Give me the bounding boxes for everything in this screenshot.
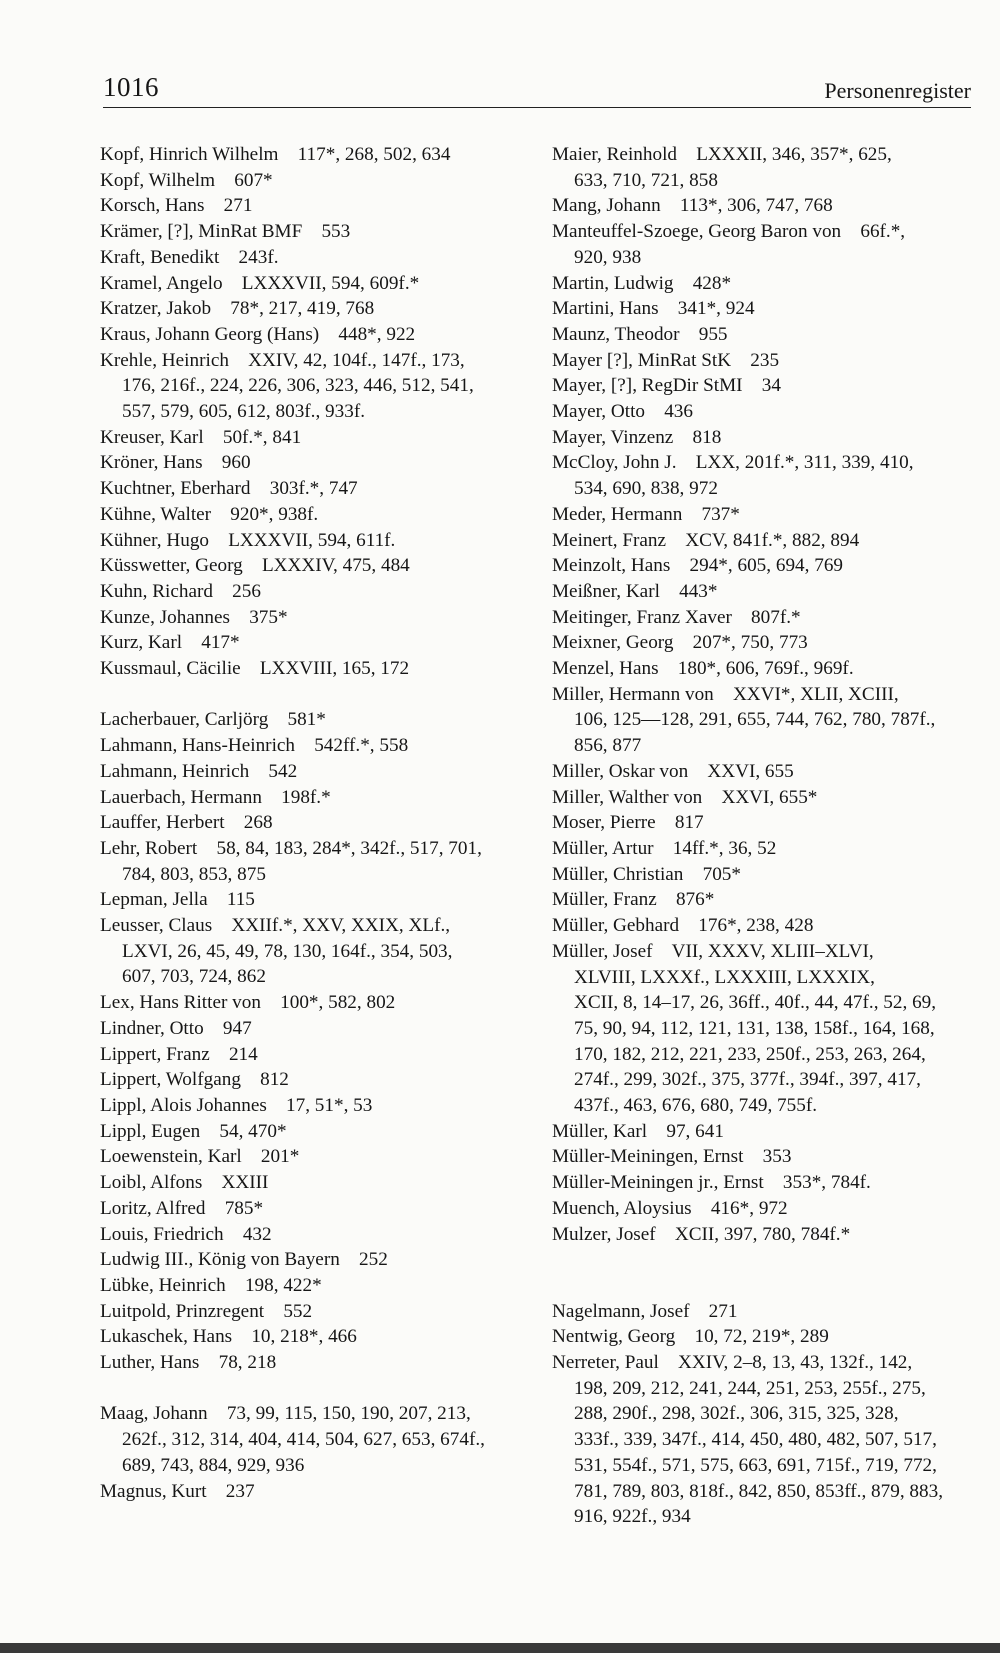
entry-name: McCloy, John J. <box>552 452 677 474</box>
entry-page-refs: 10, 72, 219*, 289 <box>694 1326 829 1348</box>
entry-name: Kramel, Angelo <box>100 272 223 294</box>
entry-page-refs: XXVI*, XLII, XCIII, <box>732 683 899 705</box>
index-entry <box>100 528 520 554</box>
entry-name: Mayer, Otto <box>552 401 646 423</box>
index-entry <box>100 322 520 348</box>
entry-name: Kreuser, Karl <box>100 426 204 448</box>
index-entry <box>100 553 520 579</box>
entry-page-refs: 737* <box>701 503 740 525</box>
index-entry <box>552 1144 972 1170</box>
index-entry <box>100 605 520 631</box>
entry-name: Kopf, Hinrich Wilhelm <box>100 144 279 165</box>
index-entry <box>552 1170 972 1196</box>
index-entry <box>100 193 520 219</box>
entry-name: Müller, Franz <box>552 889 657 911</box>
entry-name: Martin, Ludwig <box>552 272 674 294</box>
entry-page-refs: 534, 690, 838, 972 <box>574 478 718 500</box>
entry-name: Nerreter, Paul <box>552 1352 659 1374</box>
entry-page-refs: 50f.*, 841 <box>222 426 302 448</box>
entry-page-refs: 781, 789, 803, 818f., 842, 850, 853ff., 879, 883, <box>574 1480 943 1502</box>
entry-name: Miller, Hermann von <box>552 683 714 705</box>
entry-page-refs: LXXXIV, 475, 484 <box>261 555 410 577</box>
entry-page-refs: 117*, 268, 502, 634 <box>297 144 451 165</box>
index-entry <box>100 1042 520 1068</box>
index-entry <box>100 1479 520 1505</box>
entry-name: Kraus, Johann Georg (Hans) <box>100 323 320 345</box>
index-entry <box>552 1299 972 1325</box>
entry-page-refs: XXVI, 655 <box>707 760 794 782</box>
index-entry <box>100 1247 520 1273</box>
entry-name: Muench, Aloysius <box>552 1197 692 1219</box>
entry-name: Müller, Artur <box>552 837 654 859</box>
entry-page-refs: 198f.* <box>281 786 331 808</box>
entry-page-refs: XXIV, 42, 104f., 147f., 173, <box>248 349 465 371</box>
entry-name: Lahmann, Heinrich <box>100 760 250 782</box>
entry-page-refs: 960 <box>221 452 251 474</box>
index-entry <box>100 296 520 322</box>
entry-name: Nentwig, Georg <box>552 1326 676 1348</box>
entry-page-refs: 432 <box>242 1223 272 1245</box>
entry-page-refs: 10, 218*, 466 <box>251 1326 357 1348</box>
entry-name: Krämer, [?], MinRat BMF <box>100 221 303 243</box>
index-entry <box>100 502 520 528</box>
index-column-left <box>100 142 520 1504</box>
index-entry <box>100 785 520 811</box>
entry-name: Meixner, Georg <box>552 632 674 654</box>
entry-page-refs: 633, 710, 721, 858 <box>574 169 718 191</box>
entry-name: Kratzer, Jakob <box>100 298 212 320</box>
index-entry <box>552 759 972 785</box>
entry-name: Lippert, Wolfgang <box>100 1069 241 1091</box>
entry-name: Müller-Meiningen jr., Ernst <box>552 1172 764 1194</box>
entry-page-refs: 542ff.*, 558 <box>314 735 409 757</box>
entry-name: Louis, Friedrich <box>100 1223 224 1245</box>
entry-page-refs: 271 <box>223 195 253 217</box>
entry-page-refs: XXIII <box>221 1172 269 1194</box>
index-entry <box>552 373 972 399</box>
letter-section-gap <box>552 1273 972 1299</box>
entry-page-refs: 54, 470* <box>219 1120 287 1142</box>
entry-name: Müller-Meiningen, Ernst <box>552 1146 744 1168</box>
index-entry <box>552 528 972 554</box>
entry-page-refs: LXXXVII, 594, 611f. <box>228 529 396 551</box>
entry-page-refs: 437f., 463, 676, 680, 749, 755f. <box>574 1095 818 1117</box>
entry-page-refs: 856, 877 <box>574 735 642 757</box>
entry-page-refs: 705* <box>702 863 741 885</box>
entry-page-refs: 97, 641 <box>666 1120 724 1142</box>
entry-name: Lepman, Jella <box>100 889 208 911</box>
index-entry <box>552 579 972 605</box>
entry-name: Leusser, Claus <box>100 915 213 937</box>
entry-name: Lahmann, Hans-Heinrich <box>100 735 296 757</box>
entry-page-refs: 207*, 750, 773 <box>692 632 808 654</box>
index-entry <box>552 271 972 297</box>
index-entry <box>552 1196 972 1222</box>
entry-page-refs: XLVIII, LXXXf., LXXXIII, LXXXIX, <box>574 966 875 988</box>
index-entry <box>100 1273 520 1299</box>
index-entry <box>552 322 972 348</box>
entry-page-refs: 294*, 605, 694, 769 <box>689 555 843 577</box>
entry-page-refs: 176*, 238, 428 <box>698 915 814 937</box>
entry-page-refs: 417* <box>201 632 240 654</box>
entry-page-refs: 581* <box>287 709 326 731</box>
entry-name: Müller, Gebhard <box>552 915 680 937</box>
entry-page-refs: XXIIf.*, XXV, XXIX, XLf., <box>231 915 451 937</box>
entry-page-refs: XCV, 841f.*, 882, 894 <box>685 529 860 551</box>
entry-name: Moser, Pierre <box>552 812 656 834</box>
entry-page-refs: 100*, 582, 802 <box>280 992 396 1014</box>
entry-name: Meder, Hermann <box>552 503 683 525</box>
entry-page-refs: 252 <box>359 1249 388 1271</box>
entry-name: Miller, Oskar von <box>552 760 689 782</box>
index-entry <box>552 785 972 811</box>
entry-page-refs: 920*, 938f. <box>230 503 319 525</box>
entry-page-refs: 607* <box>234 169 273 191</box>
entry-page-refs: 113*, 306, 747, 768 <box>679 195 833 217</box>
entry-name: Lauerbach, Hermann <box>100 786 262 808</box>
index-entry <box>100 219 520 245</box>
entry-name: Ludwig III., König von Bayern <box>100 1249 340 1271</box>
entry-page-refs: 34 <box>761 375 781 397</box>
index-entry <box>100 476 520 502</box>
entry-name: Lukaschek, Hans <box>100 1326 233 1348</box>
entry-name: Kröner, Hans <box>100 452 203 474</box>
entry-page-refs: 818 <box>692 426 722 448</box>
entry-page-refs: VII, XXXV, XLIII–XLVI, <box>671 940 874 962</box>
letter-section-gap <box>100 682 520 708</box>
entry-page-refs: 375* <box>249 606 288 628</box>
letter-section-gap <box>100 1376 520 1402</box>
entry-page-refs: 180*, 606, 769f., 969f. <box>677 658 854 680</box>
entry-name: Kühne, Walter <box>100 503 212 525</box>
index-entry <box>100 733 520 759</box>
running-head: Personenregister <box>824 78 971 103</box>
entry-page-refs: LXVI, 26, 45, 49, 78, 130, 164f., 354, 503, <box>122 940 453 962</box>
entry-name: Mayer, [?], RegDir StMI <box>552 375 743 397</box>
entry-name: Maag, Johann <box>100 1403 208 1425</box>
index-entry <box>100 271 520 297</box>
index-entry <box>100 1324 520 1350</box>
header-rule <box>103 107 971 108</box>
entry-name: Maunz, Theodor <box>552 323 680 345</box>
index-entry <box>552 682 972 759</box>
entry-name: Martini, Hans <box>552 298 659 320</box>
index-entry <box>552 399 972 425</box>
entry-page-refs: 73, 99, 115, 150, 190, 207, 213, <box>226 1403 471 1425</box>
entry-name: Müller, Karl <box>552 1120 648 1142</box>
index-column-right <box>552 142 972 1530</box>
entry-name: Lex, Hans Ritter von <box>100 992 261 1014</box>
index-entry <box>552 887 972 913</box>
index-entry <box>552 553 972 579</box>
index-entry <box>100 836 520 887</box>
index-entry <box>100 707 520 733</box>
entry-name: Mayer, Vinzenz <box>552 426 674 448</box>
entry-page-refs: 812 <box>260 1069 289 1091</box>
index-entry <box>100 579 520 605</box>
entry-page-refs: 955 <box>698 323 728 345</box>
index-entry <box>100 1119 520 1145</box>
entry-page-refs: 78*, 217, 419, 768 <box>230 298 375 320</box>
entry-name: Lehr, Robert <box>100 837 198 859</box>
entry-page-refs: 341*, 924 <box>677 298 755 320</box>
entry-name: Lindner, Otto <box>100 1017 204 1039</box>
entry-name: Loibl, Alfons <box>100 1172 203 1194</box>
index-entry <box>100 245 520 271</box>
index-entry <box>100 1067 520 1093</box>
index-entry <box>552 296 972 322</box>
entry-name: Kussmaul, Cäcilie <box>100 658 241 680</box>
entry-page-refs: 78, 218 <box>218 1352 277 1374</box>
index-entry <box>552 836 972 862</box>
entry-name: Kühner, Hugo <box>100 529 210 551</box>
entry-name: Maier, Reinhold <box>552 144 677 165</box>
entry-page-refs: 237 <box>225 1480 255 1502</box>
entry-page-refs: XXVI, 655* <box>721 786 818 808</box>
entry-name: Mulzer, Josef <box>552 1223 656 1245</box>
entry-page-refs: 271 <box>708 1300 738 1322</box>
entry-name: Meißner, Karl <box>552 580 660 602</box>
entry-page-refs: 443* <box>679 580 718 602</box>
entry-name: Müller, Christian <box>552 863 684 885</box>
index-entry <box>100 1144 520 1170</box>
entry-page-refs: 557, 579, 605, 612, 803f., 933f. <box>122 401 366 423</box>
entry-name: Luther, Hans <box>100 1352 200 1374</box>
entry-page-refs: 784, 803, 853, 875 <box>122 863 266 885</box>
entry-page-refs: 436 <box>664 401 693 423</box>
entry-page-refs: 353*, 784f. <box>782 1172 871 1194</box>
entry-name: Lacherbauer, Carljörg <box>100 709 269 731</box>
index-entry <box>100 1093 520 1119</box>
index-entry <box>100 1350 520 1376</box>
entry-name: Meinzolt, Hans <box>552 555 671 577</box>
index-entry <box>100 887 520 913</box>
entry-name: Loewenstein, Karl <box>100 1146 242 1168</box>
entry-page-refs: 542 <box>268 760 298 782</box>
entry-page-refs: 58, 84, 183, 284*, 342f., 517, 701, <box>216 837 482 859</box>
entry-page-refs: 201* <box>260 1146 300 1168</box>
entry-page-refs: 268 <box>243 812 273 834</box>
entry-page-refs: 243f. <box>238 246 279 268</box>
index-entry <box>552 810 972 836</box>
entry-name: Mang, Johann <box>552 195 661 217</box>
entry-page-refs: 303f.*, 747 <box>269 478 358 500</box>
index-entry <box>100 656 520 682</box>
entry-page-refs: 256 <box>232 580 261 602</box>
index-entry <box>552 939 972 1119</box>
entry-name: Lippert, Franz <box>100 1043 210 1065</box>
entry-page-refs: XCII, 397, 780, 784f.* <box>674 1223 851 1245</box>
entry-page-refs: 785* <box>224 1197 264 1219</box>
entry-name: Mayer [?], MinRat StK <box>552 349 732 371</box>
entry-page-refs: 448*, 922 <box>338 323 416 345</box>
entry-page-refs: 235 <box>750 349 780 371</box>
index-entry <box>552 1324 972 1350</box>
entry-name: Nagelmann, Josef <box>552 1300 690 1322</box>
index-entry <box>100 1196 520 1222</box>
entry-name: Müller, Josef <box>552 940 653 962</box>
index-entry <box>100 1170 520 1196</box>
entry-name: Luitpold, Prinzregent <box>100 1300 265 1322</box>
entry-name: Kunze, Johannes <box>100 606 231 628</box>
entry-page-refs: 176, 216f., 224, 226, 306, 323, 446, 512, 541, <box>122 375 474 397</box>
index-entry <box>100 1016 520 1042</box>
index-entry <box>552 425 972 451</box>
entry-page-refs: 947 <box>222 1017 252 1039</box>
index-entry <box>552 1350 972 1530</box>
index-entry <box>552 450 972 501</box>
index-entry <box>100 168 520 194</box>
entry-name: Krehle, Heinrich <box>100 349 229 371</box>
index-entry <box>100 759 520 785</box>
index-entry <box>552 348 972 374</box>
entry-name: Kurz, Karl <box>100 632 183 654</box>
entry-page-refs: 17, 51*, 53 <box>286 1095 373 1116</box>
entry-page-refs: 214 <box>228 1043 258 1065</box>
entry-page-refs: 274f., 299, 302f., 375, 377f., 394f., 397, 417, <box>574 1069 921 1091</box>
entry-name: Manteuffel-Szoege, Georg Baron von <box>552 221 842 243</box>
entry-name: Loritz, Alfred <box>100 1197 206 1219</box>
index-entry <box>552 1222 972 1248</box>
entry-page-refs: LXXVIII, 165, 172 <box>259 658 410 680</box>
entry-page-refs: LXXXII, 346, 357*, 625, <box>696 144 892 165</box>
entry-page-refs: 106, 125—128, 291, 655, 744, 762, 780, 787f., <box>574 709 936 731</box>
letter-section-gap <box>552 1247 972 1273</box>
entry-name: Lübke, Heinrich <box>100 1274 226 1296</box>
index-entry <box>100 1401 520 1478</box>
entry-page-refs: 876* <box>675 889 715 911</box>
entry-page-refs: 170, 182, 212, 221, 233, 250f., 253, 263, 264, <box>574 1043 926 1065</box>
entry-page-refs: 66f.*, <box>860 221 906 243</box>
entry-page-refs: 817 <box>674 812 704 834</box>
entry-page-refs: LXX, 201f.*, 311, 339, 410, <box>695 452 914 474</box>
entry-page-refs: 920, 938 <box>574 246 642 268</box>
entry-page-refs: 531, 554f., 571, 575, 663, 691, 715f., 719, 772, <box>574 1454 937 1476</box>
entry-name: Küsswetter, Georg <box>100 555 243 577</box>
index-entry <box>552 605 972 631</box>
index-entry <box>552 193 972 219</box>
page-number: 1016 <box>103 72 159 102</box>
entry-page-refs: 553 <box>321 221 351 243</box>
entry-page-refs: LXXXVII, 594, 609f.* <box>241 272 420 294</box>
entry-page-refs: 262f., 312, 314, 404, 414, 504, 627, 653, 674f., <box>122 1429 485 1451</box>
index-entry <box>100 990 520 1016</box>
index-entry <box>552 1119 972 1145</box>
entry-page-refs: 288, 290f., 298, 302f., 306, 315, 325, 328, <box>574 1403 899 1425</box>
entry-page-refs: XCII, 8, 14–17, 26, 36ff., 40f., 44, 47f., 52, 69, <box>574 992 937 1014</box>
entry-page-refs: 333f., 339, 347f., 414, 450, 480, 482, 507, 517, <box>574 1429 937 1451</box>
entry-name: Lippl, Eugen <box>100 1120 201 1142</box>
entry-page-refs: 607, 703, 724, 862 <box>122 966 266 988</box>
entry-name: Kuchtner, Eberhard <box>100 478 251 500</box>
entry-name: Meinert, Franz <box>552 529 667 551</box>
entry-name: Miller, Walther von <box>552 786 703 808</box>
entry-name: Kopf, Wilhelm <box>100 169 216 191</box>
entry-page-refs: 916, 922f., 934 <box>574 1506 691 1528</box>
entry-name: Kraft, Benedikt <box>100 246 220 268</box>
entry-page-refs: 115 <box>226 889 255 911</box>
index-entry <box>100 1299 520 1325</box>
index-entry <box>100 913 520 990</box>
index-entry <box>552 142 972 193</box>
index-entry <box>100 142 520 168</box>
entry-page-refs: 428* <box>692 272 732 294</box>
index-entry <box>552 219 972 270</box>
entry-page-refs: XXIV, 2–8, 13, 43, 132f., 142, <box>678 1352 913 1374</box>
scan-bottom-edge <box>0 1643 1000 1653</box>
index-entry <box>552 913 972 939</box>
index-entry <box>100 810 520 836</box>
entry-page-refs: 552 <box>283 1300 313 1322</box>
entry-name: Lippl, Alois Johannes <box>100 1095 267 1116</box>
index-entry <box>552 656 972 682</box>
entry-name: Lauffer, Herbert <box>100 812 225 834</box>
index-entry <box>100 630 520 656</box>
entry-name: Meitinger, Franz Xaver <box>552 606 732 628</box>
index-entry <box>552 862 972 888</box>
entry-name: Magnus, Kurt <box>100 1480 207 1502</box>
index-entry <box>100 348 520 425</box>
entry-name: Kuhn, Richard <box>100 580 213 602</box>
entry-page-refs: 198, 422* <box>244 1274 322 1296</box>
page-header <box>103 70 971 104</box>
entry-page-refs: 75, 90, 94, 112, 121, 131, 138, 158f., 164, 168, <box>574 1017 935 1039</box>
entry-name: Menzel, Hans <box>552 658 659 680</box>
entry-page-refs: 416*, 972 <box>710 1197 788 1219</box>
entry-page-refs: 353 <box>762 1146 792 1168</box>
index-entry <box>100 425 520 451</box>
entry-page-refs: 807f.* <box>751 606 801 628</box>
entry-page-refs: 689, 743, 884, 929, 936 <box>122 1454 305 1476</box>
entry-page-refs: 14ff.*, 36, 52 <box>672 837 777 859</box>
entry-page-refs: 198, 209, 212, 241, 244, 251, 253, 255f., 275, <box>574 1377 926 1399</box>
index-entry <box>100 1222 520 1248</box>
index-entry <box>100 450 520 476</box>
index-entry <box>552 630 972 656</box>
entry-name: Korsch, Hans <box>100 195 205 217</box>
index-entry <box>552 502 972 528</box>
